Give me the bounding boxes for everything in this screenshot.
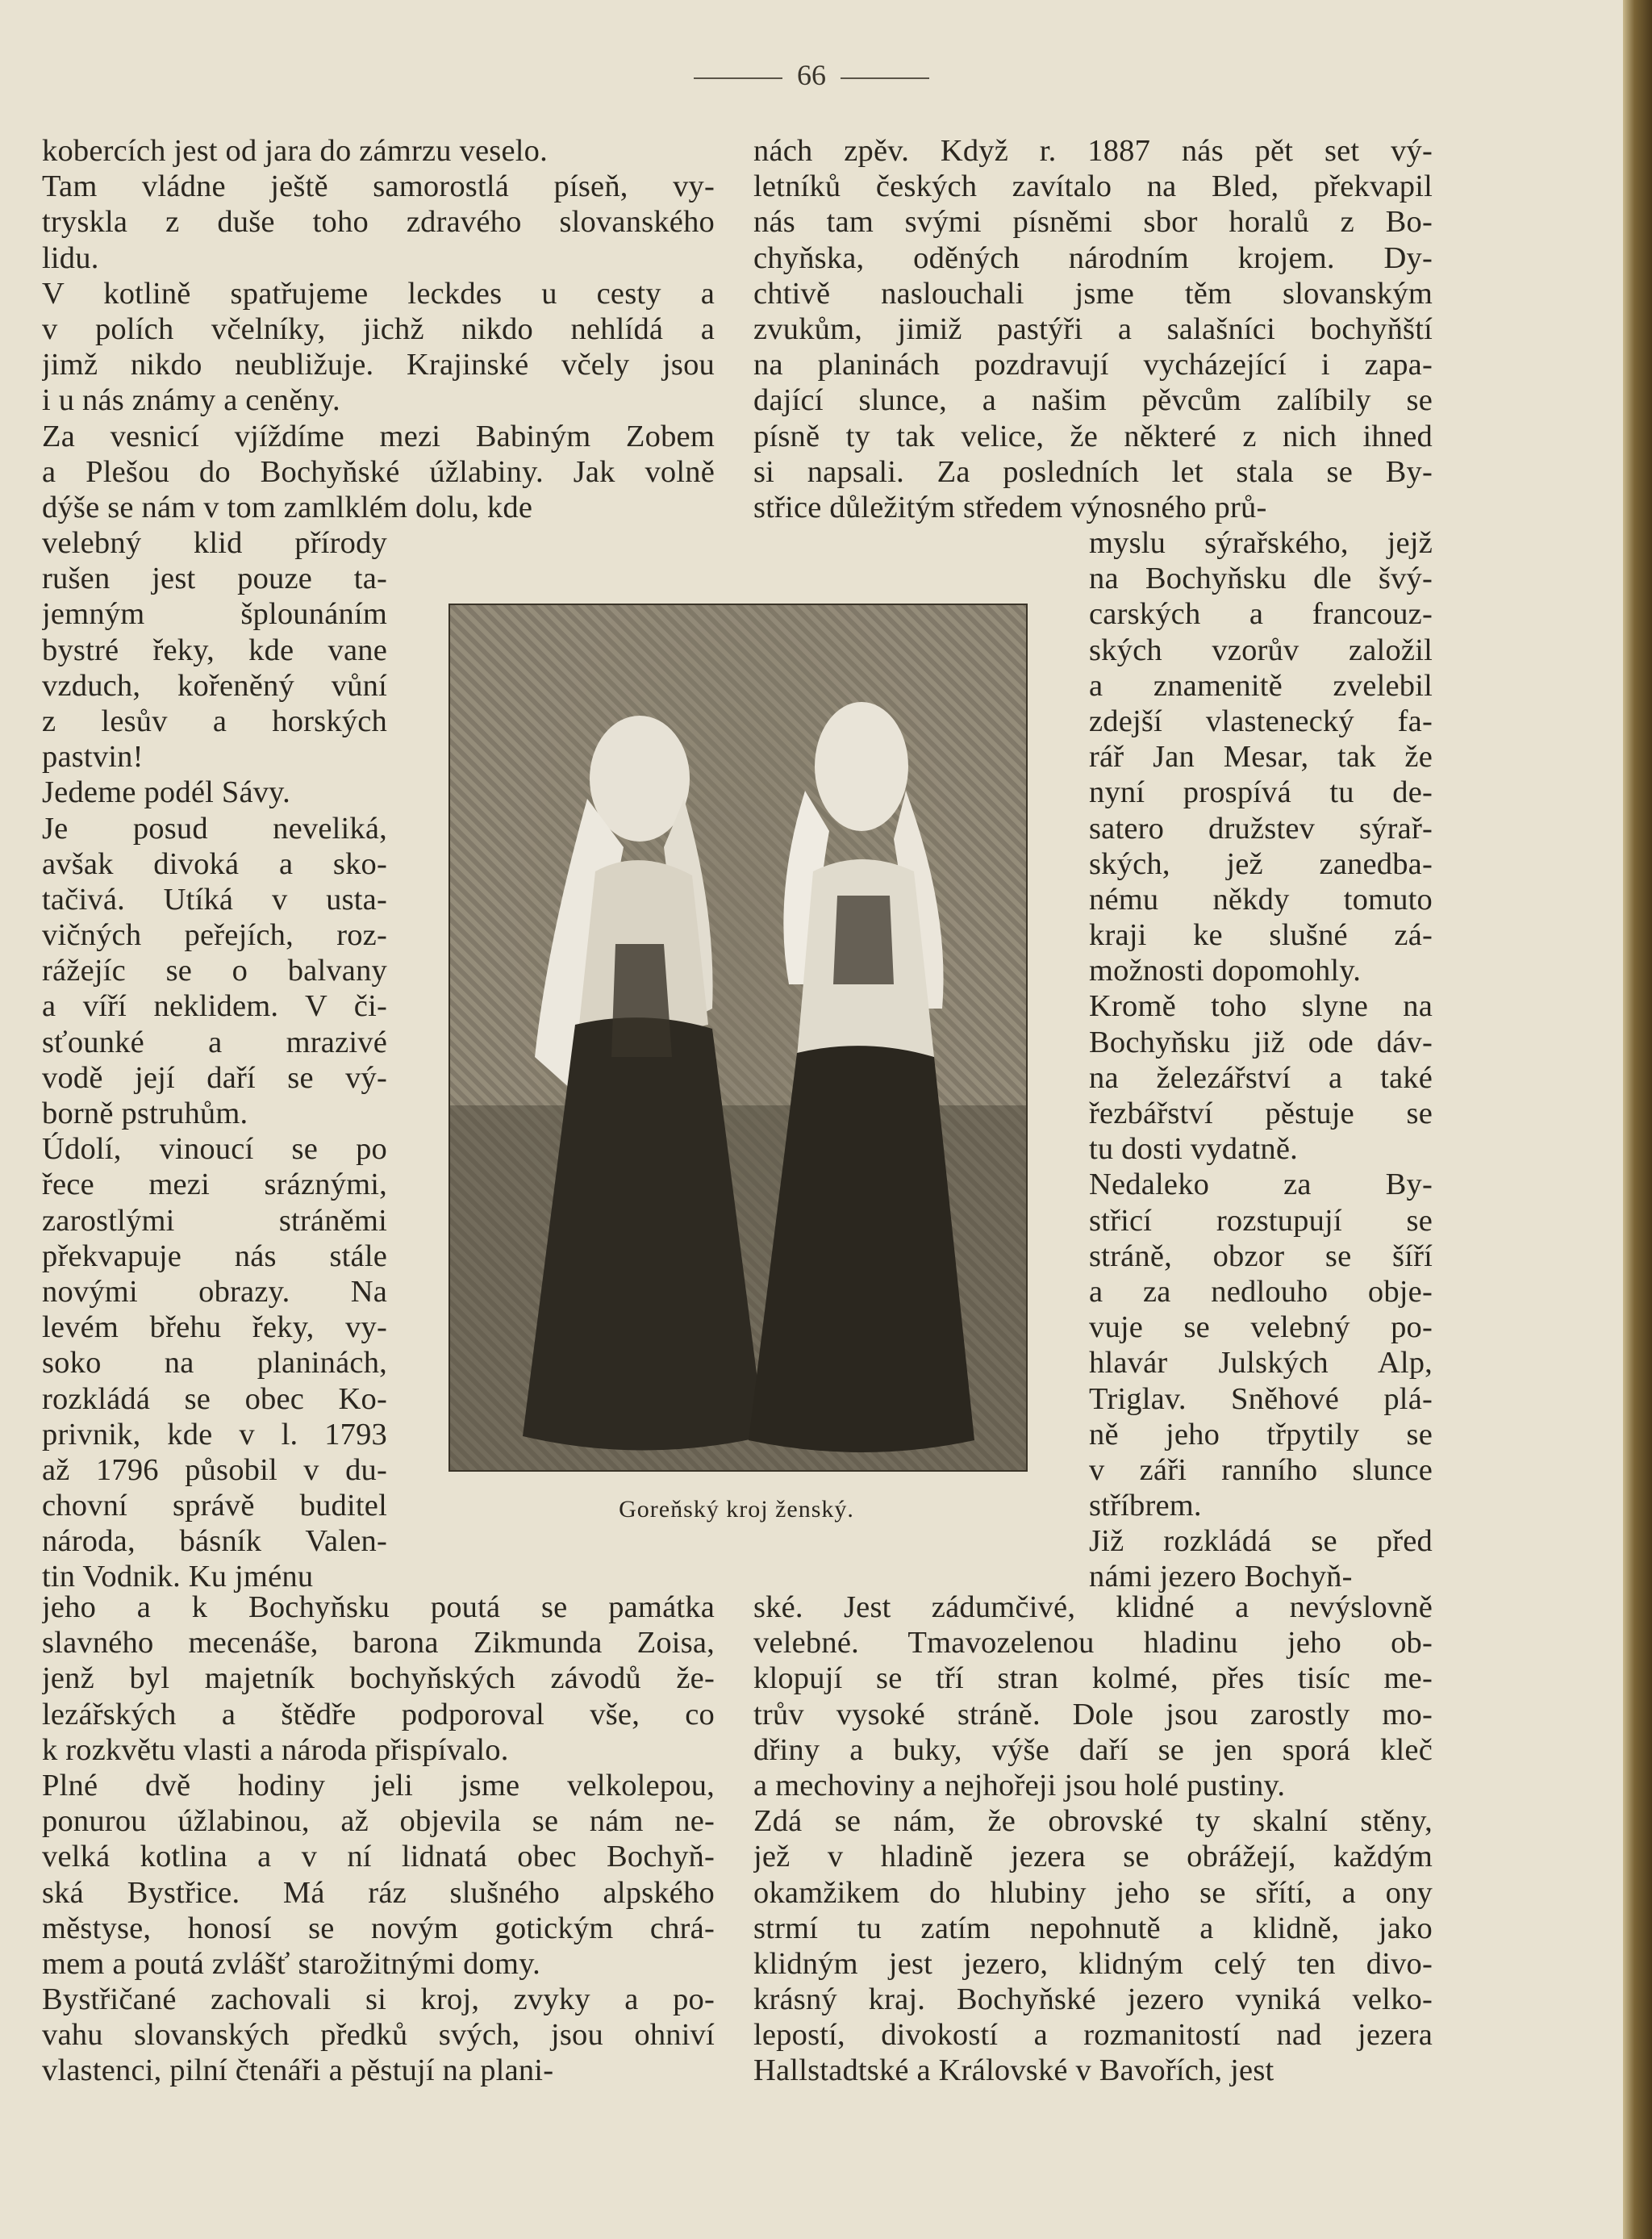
right-column-top-text (753, 133, 1433, 525)
left-column-top-text (42, 133, 715, 525)
text-line: ponurou úžlabinou, až objevila se nám ne- (42, 1804, 715, 1839)
page-header (0, 58, 1623, 92)
text-line: jenž byl majetník bochyňských závodů že- (42, 1661, 715, 1696)
text-line: řezbářství pěstuje se (1089, 1097, 1433, 1130)
text-line: řece mezi sráznými, (42, 1168, 387, 1202)
text-line: překvapuje nás stále (42, 1239, 387, 1273)
text-line: rušen jest pouze ta- (42, 562, 387, 596)
text-line: privnik, kde v l. 1793 (42, 1417, 387, 1452)
text-line: střice důležitým středem výnosného prů- (753, 490, 1267, 524)
text-line: Nedaleko za By- (1089, 1168, 1433, 1202)
text-line: jeho a k Bochyňsku poutá se památka (42, 1590, 715, 1624)
text-line: zvukům, jimiž pastýři a salašníci bochyňští (753, 311, 1433, 346)
text-line: tryskla z duše toho zdravého slovanského (42, 205, 715, 240)
text-line: Údolí, vinoucí se po (42, 1132, 387, 1167)
text-line: nách zpěv. Když r. 1887 nás pět set vý- (753, 134, 1433, 168)
text-line: dající slunce, a našim pěvcům zalíbily se (753, 383, 1433, 418)
page-binding-edge (1623, 0, 1652, 2239)
text-line: velebné. Tmavozelenou hladinu jeho ob- (753, 1626, 1433, 1660)
text-line: lidu. (42, 240, 99, 275)
text-line: a Plešou do Bochyňské úžlabiny. Jak volně (42, 454, 715, 489)
text-line: Za vesnicí vjíždíme mezi Babiným Zobem (42, 419, 715, 453)
text-line: Tam vládne ještě samorostlá píseň, vy- (42, 169, 715, 204)
text-line: Bystřičané zachovali si kroj, zvyky a po- (42, 1982, 715, 2017)
left-column-bottom-text (42, 1589, 715, 2089)
text-line: si napsali. Za posledních let stala se By- (753, 454, 1433, 489)
text-line: zdejší vlastenecký fa- (1089, 704, 1433, 738)
text-line: lezářských a štědře podporoval vše, co (42, 1697, 715, 1731)
text-line: okamžikem do hlubiny jeho se sřítí, a ony (753, 1875, 1433, 1910)
text-line: Triglav. Sněhové plá- (1089, 1381, 1433, 1416)
text-line: a víří neklidem. V či- (42, 989, 387, 1024)
text-line: možnosti dopomohly. (1089, 954, 1362, 988)
text-line: trův vysoké stráně. Dole jsou zarostly mo- (753, 1697, 1433, 1731)
text-line: chtivě naslouchali jsme těm slovanským (753, 276, 1433, 311)
text-line: Kromě toho slyne na (1089, 989, 1433, 1024)
header-rule-left (694, 77, 782, 79)
text-line: V kotlině spatřujeme leckdes u cesty a (42, 276, 715, 311)
text-line: klidným jest jezero, klidným celý ten divo- (753, 1946, 1433, 1981)
text-line: sťounké a mrazivé (42, 1025, 387, 1059)
text-line: klopují se tří stran kolmé, přes tisíc me- (753, 1661, 1433, 1696)
text-line: národa, básník Valen- (42, 1524, 387, 1559)
text-line: dýše se nám v tom zamlklém dolu, kde (42, 490, 533, 524)
text-line: zarostlými stráněmi (42, 1203, 387, 1238)
text-line: chyňska, oděných národním krojem. Dy- (753, 240, 1433, 275)
text-line: vodě její daří se vý- (42, 1060, 387, 1095)
text-line: krásný kraj. Bochyňské jezero vyniká velko- (753, 1982, 1433, 2017)
text-line: hlavár Julských Alp, (1089, 1346, 1433, 1381)
text-line: Bochyňsku již ode dáv- (1089, 1025, 1433, 1059)
text-line: nyní prospívá tu de- (1089, 775, 1433, 810)
right-column-bottom-text (753, 1589, 1433, 2089)
text-line: borně pstruhům. (42, 1097, 248, 1130)
text-line: vlastenci, pilní čtenáři a pěstují na plani- (42, 2053, 554, 2088)
text-line: rážejíc se o balvany (42, 954, 387, 988)
text-line: pastvin! (42, 740, 144, 775)
text-line: jež v hladině jezera se obrážejí, každým (753, 1840, 1433, 1874)
text-line: vzduch, kořeněný vůní (42, 668, 387, 703)
text-line: kobercích jest od jara do zámrzu veselo. (42, 134, 548, 168)
text-line: na Bochyňsku dle švý- (1089, 562, 1433, 596)
text-line: levém břehu řeky, vy- (42, 1310, 387, 1345)
text-line: Plné dvě hodiny jeli jsme velkolepou, (42, 1768, 715, 1802)
text-line: ských vzorův založil (1089, 633, 1433, 667)
text-line: Zdá se nám, že obrovské ty skalní stěny, (753, 1804, 1433, 1839)
text-line: letníků českých zavítalo na Bled, překvapil (753, 169, 1433, 204)
text-line: novými obrazy. Na (42, 1274, 387, 1309)
header-rule-right (841, 77, 929, 79)
text-line: v polích včelníky, jichž nikdo nehlídá a (42, 311, 715, 346)
text-line: vičných peřejích, roz- (42, 918, 387, 953)
text-line: střicí rozstupují se (1089, 1203, 1433, 1238)
text-line: na železářství a také (1089, 1060, 1433, 1095)
text-line: stříbrem. (1089, 1489, 1202, 1523)
text-line: námi jezero Bochyň- (1089, 1560, 1353, 1594)
text-line: velebný klid přírody (42, 526, 387, 560)
text-line: bystré řeky, kde vane (42, 633, 387, 667)
text-line: slavného mecenáše, barona Zikmunda Zoisa, (42, 1626, 715, 1660)
text-line: a za nedlouho obje- (1089, 1274, 1433, 1309)
text-line: myslu sýrařského, jejž (1089, 526, 1433, 560)
text-line: Je posud neveliká, (42, 811, 387, 846)
text-line: lepostí, divokostí a rozmanitostí nad jezera (753, 2018, 1433, 2053)
text-line: z lesův a horských (42, 704, 387, 738)
left-column-narrow-text (42, 525, 387, 1595)
text-line: carských a francouz- (1089, 597, 1433, 632)
text-line: avšak divoká a sko- (42, 846, 387, 881)
right-column-narrow-text (1089, 525, 1433, 1595)
text-line: stráně, obzor se šíří (1089, 1239, 1433, 1273)
text-line: na planinách pozdravují vycházející i zapa- (753, 348, 1433, 382)
text-line: Jedeme podél Sávy. (42, 775, 290, 810)
text-line: dřiny a buky, výše daří se jen sporá kleč (753, 1732, 1433, 1767)
text-line: i u nás známy a ceněny. (42, 383, 340, 418)
text-line: chovní správě buditel (42, 1489, 387, 1523)
text-line: mem a poutá zvlášť starožitnými domy. (42, 1946, 540, 1981)
photo-caption: Goreňský kroj ženský. (619, 1496, 854, 1523)
text-line: městyse, honosí se novým gotickým chrá- (42, 1911, 715, 1945)
photo-illustration (450, 605, 1026, 1470)
text-line: rozkládá se obec Ko- (42, 1381, 387, 1416)
text-line: ně jeho třpytily se (1089, 1417, 1433, 1452)
text-line: ských, jež zanedba- (1089, 846, 1433, 881)
text-line: kraji ke slušné zá- (1089, 918, 1433, 953)
page-number: 66 (797, 59, 826, 91)
text-line: vuje se velebný po- (1089, 1310, 1433, 1345)
costume-photograph (448, 604, 1028, 1472)
text-line: velká kotlina a v ní lidnatá obec Bochyň- (42, 1840, 715, 1874)
text-line: písně ty tak velice, že některé z nich ihned (753, 419, 1433, 453)
text-line: ská Bystřice. Má ráz slušného alpského (42, 1875, 715, 1910)
text-line: nás tam svými písněmi sbor horalů z Bo- (753, 205, 1433, 240)
text-line: soko na planinách, (42, 1346, 387, 1381)
text-line: Hallstadtské a Královské v Bavořích, jest (753, 2053, 1274, 2088)
text-line: v záři ranního slunce (1089, 1452, 1433, 1487)
text-line: ské. Jest zádumčivé, klidné a nevýslovně (753, 1590, 1433, 1624)
text-line: rář Jan Mesar, tak že (1089, 740, 1433, 775)
text-line: a znamenitě zvelebil (1089, 668, 1433, 703)
text-line: tačivá. Utíká v usta- (42, 882, 387, 917)
text-line: k rozkvětu vlasti a národa přispívalo. (42, 1732, 509, 1767)
text-line: Již rozkládá se před (1089, 1524, 1433, 1559)
text-line: tin Vodnik. Ku jménu (42, 1560, 314, 1594)
text-line: jimž nikdo neubližuje. Krajinské včely jsou (42, 348, 715, 382)
text-line: jemným šplounáním (42, 597, 387, 632)
text-line: tu dosti vydatně. (1089, 1132, 1298, 1167)
text-line: až 1796 působil v du- (42, 1452, 387, 1487)
text-line: nému někdy tomuto (1089, 882, 1433, 917)
text-line: strmí tu zatím nepohnutě a klidně, jako (753, 1911, 1433, 1945)
text-line: vahu slovanských předků svých, jsou ohniví (42, 2018, 715, 2053)
text-line: satero družstev sýrař- (1089, 811, 1433, 846)
text-line: a mechoviny a nejhořeji jsou holé pustiny. (753, 1768, 1286, 1802)
